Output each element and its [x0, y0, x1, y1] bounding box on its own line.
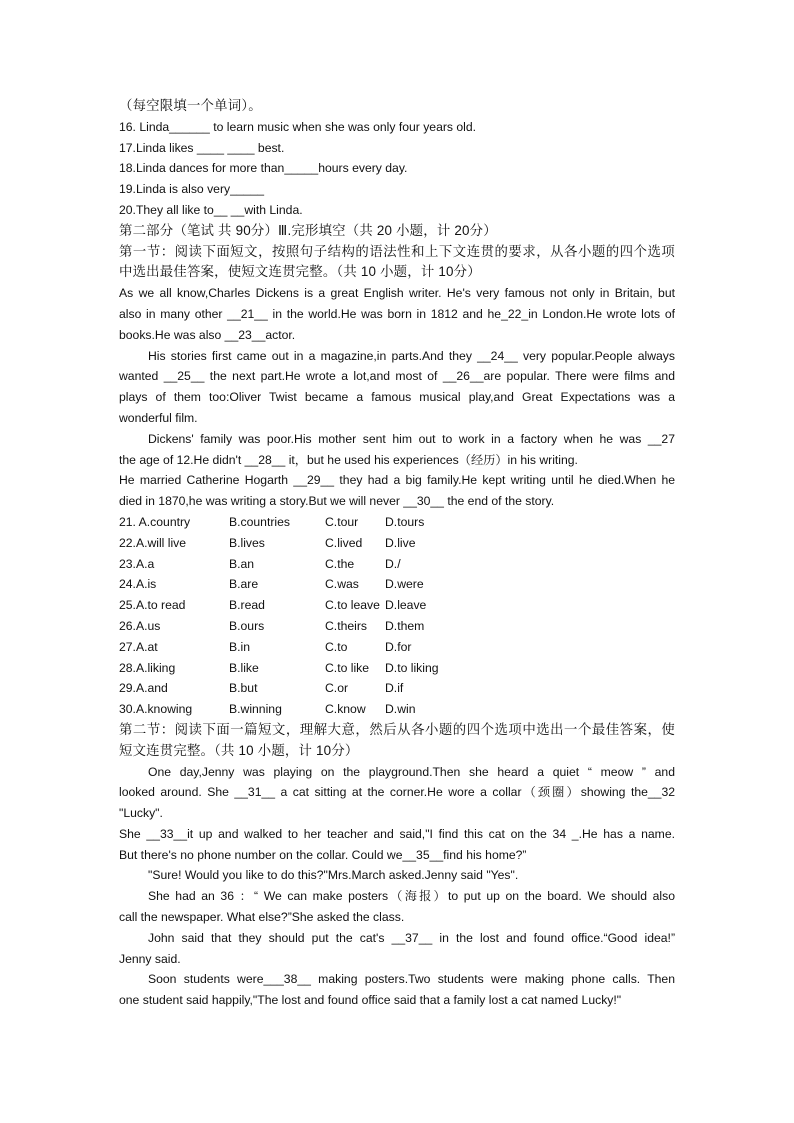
option-c: C.tour [325, 514, 359, 529]
option-a: 26.A.us [119, 618, 161, 633]
passage2-line: Jenny said. [119, 951, 181, 966]
passage1-line: He married Catherine Hogarth __29__ they had a big family.He kept writing until he died.When he [119, 473, 675, 488]
option-b: B.lives [229, 535, 265, 550]
instruction-line: （每空限填一个单词）。 [119, 98, 262, 113]
option-b: B.are [229, 577, 259, 592]
option-row [119, 533, 675, 554]
option-row [119, 637, 675, 658]
fill-item: 18.Linda dances for more than_____hours every day. [119, 161, 408, 176]
option-c: C.to [325, 639, 348, 654]
part2-header: 第二部分（笔试 共 90分）Ⅲ.完形填空（共 20 小题，计 20分） [119, 222, 497, 238]
option-c: C.theirs [325, 618, 367, 633]
passage2-line: She __33__it up and walked to her teacher and said,"I find this cat on the 34 _.He has a name. [119, 826, 675, 841]
option-row [119, 554, 675, 575]
option-row [119, 616, 675, 637]
option-c: C.the [325, 556, 355, 571]
option-d: D.if [385, 681, 404, 696]
passage1-line: the age of 12.He didn't __28__ it，but he used his experiences（经历）in his writing. [119, 452, 578, 467]
fill-item: 16. Linda______ to learn music when she was only four years old. [119, 119, 477, 134]
option-a: 30.A.knowing [119, 702, 193, 717]
option-d: D.tours [385, 514, 425, 529]
option-a: 23.A.a [119, 556, 155, 571]
option-a: 21. A.country [119, 514, 191, 529]
section2-intro-line: 短文连贯完整。（共 10 小题，计 10分） [119, 742, 359, 758]
section1-intro-line: 第一节：阅读下面短文，按照句子结构的语法性和上下文连贯的要求，从各小题的四个选项 [119, 243, 675, 259]
passage2-line: one student said happily,"The lost and found office said that a family lost a cat named Lucky!" [119, 993, 622, 1008]
option-a: 29.A.and [119, 681, 168, 696]
passage2-line: But there's no phone number on the collar. Could we__35__find his home?” [119, 847, 527, 862]
passage2-line: looked around. She __31__ a cat sitting at the corner.He wore a collar（颈圈）showing the__32 [119, 785, 675, 800]
option-b: B.like [229, 660, 259, 675]
option-d: D.live [385, 535, 416, 550]
fill-item: 17.Linda likes ____ ____ best. [119, 140, 285, 155]
option-b: B.but [229, 681, 258, 696]
passage1-line: also in many other __21__ in the world.He was born in 1812 and he_22_in London.He wrote lots of [119, 306, 675, 321]
passage2-line: "Sure! Would you like to do this?"Mrs.March asked.Jenny said "Yes". [148, 868, 519, 883]
option-b: B.in [229, 639, 251, 654]
option-row [119, 512, 675, 533]
option-b: B.read [229, 598, 265, 613]
option-b: B.ours [229, 618, 265, 633]
passage2-line: "Lucky". [119, 806, 163, 821]
option-a: 27.A.at [119, 639, 158, 654]
passage2-line: John said that they should put the cat's __37__ in the lost and found office.“Good idea!” [148, 930, 675, 945]
option-c: C.to like [325, 660, 370, 675]
exam-page [119, 96, 675, 1011]
option-d: D.win [385, 702, 416, 717]
passage1-line: wanted __25__ the next part.He wrote a lot,and most of __26__are popular. There were films and [119, 369, 675, 384]
option-row [119, 678, 675, 699]
option-d: D.for [385, 639, 412, 654]
passage1-line: Dickens' family was poor.His mother sent him out to work in a factory when he was __27 [148, 431, 675, 446]
section1-intro-line: 中选出最佳答案，使短文连贯完整。（共 10 小题，计 10分） [119, 264, 481, 280]
option-b: B.countries [229, 514, 290, 529]
section2-intro-line: 第二节：阅读下面一篇短文，理解大意，然后从各小题的四个选项中选出一个最佳答案，使 [119, 721, 675, 737]
passage2-line: call the newspaper. What else?”She asked the class. [119, 910, 405, 925]
option-d: D.were [385, 577, 424, 592]
option-c: C.or [325, 681, 349, 696]
passage2-line: One day,Jenny was playing on the playground.Then she heard a quiet “ meow ” and [148, 764, 675, 779]
fill-item: 19.Linda is also very_____ [119, 182, 264, 197]
passage1-line: books.He was also __23__actor. [119, 327, 296, 342]
option-c: C.know [325, 702, 366, 717]
passage1-line: plays of them too:Oliver Twist became a famous musical play,and Great Expectations was a [119, 390, 675, 405]
option-b: B.an [229, 556, 255, 571]
option-row [119, 595, 675, 616]
option-d: D./ [385, 556, 401, 571]
option-c: C.to leave [325, 598, 380, 613]
passage1-line: wonderful film. [119, 410, 198, 425]
option-a: 28.A.liking [119, 660, 176, 675]
passage1-line: died in 1870,he was writing a story.But we will never __30__ the end of the story. [119, 494, 555, 509]
option-a: 25.A.to read [119, 598, 186, 613]
option-row [119, 574, 675, 595]
passage2-line: She had an 36 ：“ We can make posters（海报）to put up on the board. We should also [148, 889, 675, 904]
passage2-line: Soon students were___38__ making posters.Two students were making phone calls. Then [148, 972, 675, 987]
option-c: C.lived [325, 535, 363, 550]
option-d: D.to liking [385, 660, 439, 675]
option-a: 24.A.is [119, 577, 157, 592]
passage1-line: His stories first came out in a magazine,in parts.And they __24__ very popular.People always [148, 348, 675, 363]
option-b: B.winning [229, 702, 282, 717]
option-c: C.was [325, 577, 359, 592]
option-d: D.them [385, 618, 425, 633]
passage1-line: As we all know,Charles Dickens is a great English writer. He's very famous not only in Britain, but [119, 286, 675, 301]
option-d: D.leave [385, 598, 427, 613]
option-row [119, 699, 675, 720]
fill-item: 20.They all like to__ __with Linda. [119, 202, 303, 217]
option-row [119, 658, 675, 679]
option-a: 22.A.will live [119, 535, 187, 550]
